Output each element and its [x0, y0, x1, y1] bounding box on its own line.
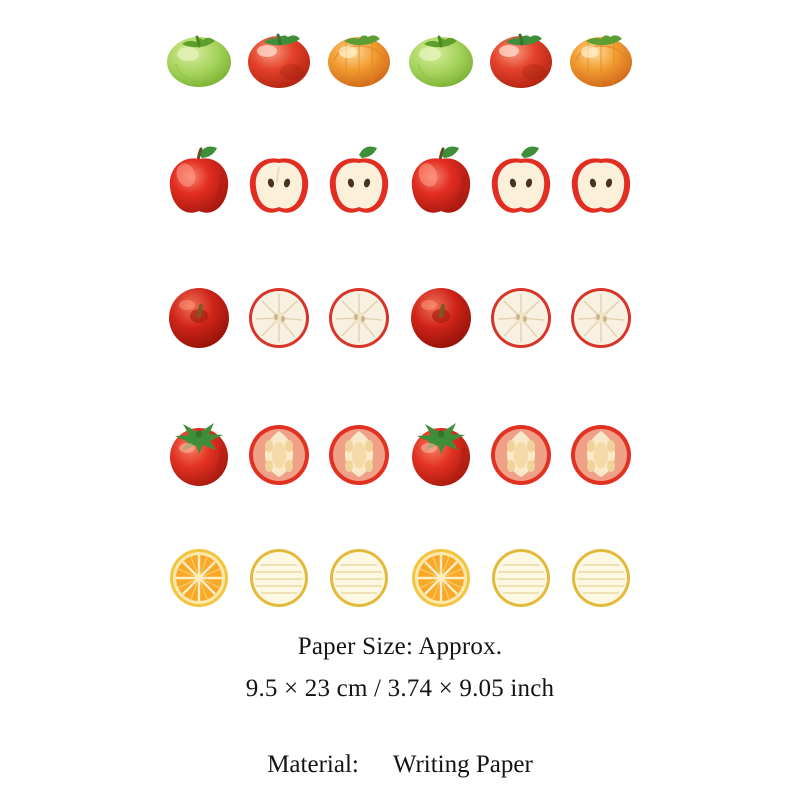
sticker-group [160, 20, 398, 92]
apple-top-view-sticker [402, 280, 480, 356]
tomato-half-sticker [240, 413, 318, 493]
apple-half-sticker [562, 131, 640, 221]
orange-slice-sticker [402, 540, 480, 616]
sticker-row-tomato-slices [0, 410, 800, 496]
tomato-half-sticker [562, 413, 640, 493]
sticker-group [402, 131, 640, 221]
material-label: Material: [267, 751, 359, 778]
apple-slice-sticker [320, 280, 398, 356]
orange-slice-sticker [160, 540, 238, 616]
lined-note-circle-sticker [482, 540, 560, 616]
lined-note-circle-sticker [562, 540, 640, 616]
apple-top-view-sticker [160, 280, 238, 356]
apple-half-sticker [240, 131, 318, 221]
paper-size-label: Paper Size: Approx. [297, 633, 503, 660]
sticker-row-apples [0, 128, 800, 224]
sticker-row-heirloom-tomatoes [0, 14, 800, 98]
paper-size-caption [0, 626, 800, 710]
sticker-group [402, 540, 640, 616]
sticker-group [160, 413, 398, 493]
sticker-group [402, 20, 640, 92]
lined-note-circle-sticker [240, 540, 318, 616]
whole-apple-sticker [160, 131, 238, 221]
red-tomato-sticker [482, 20, 560, 92]
sticker-row-oranges [0, 538, 800, 618]
apple-slice-sticker [562, 280, 640, 356]
apple-slice-sticker [240, 280, 318, 356]
tomato-half-sticker [320, 413, 398, 493]
apple-half-sticker [320, 131, 398, 221]
red-tomato-sticker [240, 20, 318, 92]
material-value: Writing Paper [392, 751, 533, 778]
whole-apple-sticker [402, 131, 480, 221]
green-tomato-sticker [160, 20, 238, 92]
apple-slice-sticker [482, 280, 560, 356]
whole-tomato-sticker [160, 413, 238, 493]
lined-note-circle-sticker [320, 540, 398, 616]
sticker-group [402, 280, 640, 356]
tomato-half-sticker [482, 413, 560, 493]
sticker-group [160, 280, 398, 356]
sticker-row-apple-slices [0, 278, 800, 358]
orange-tomato-sticker [320, 20, 398, 92]
apple-half-sticker [482, 131, 560, 221]
whole-tomato-sticker [402, 413, 480, 493]
sticker-group [160, 540, 398, 616]
paper-size-value: 9.5 × 23 cm / 3.74 × 9.05 inch [245, 675, 555, 702]
green-tomato-sticker [402, 20, 480, 92]
material-caption [0, 748, 800, 782]
sticker-group [402, 413, 640, 493]
sticker-group [160, 131, 398, 221]
orange-tomato-sticker [562, 20, 640, 92]
